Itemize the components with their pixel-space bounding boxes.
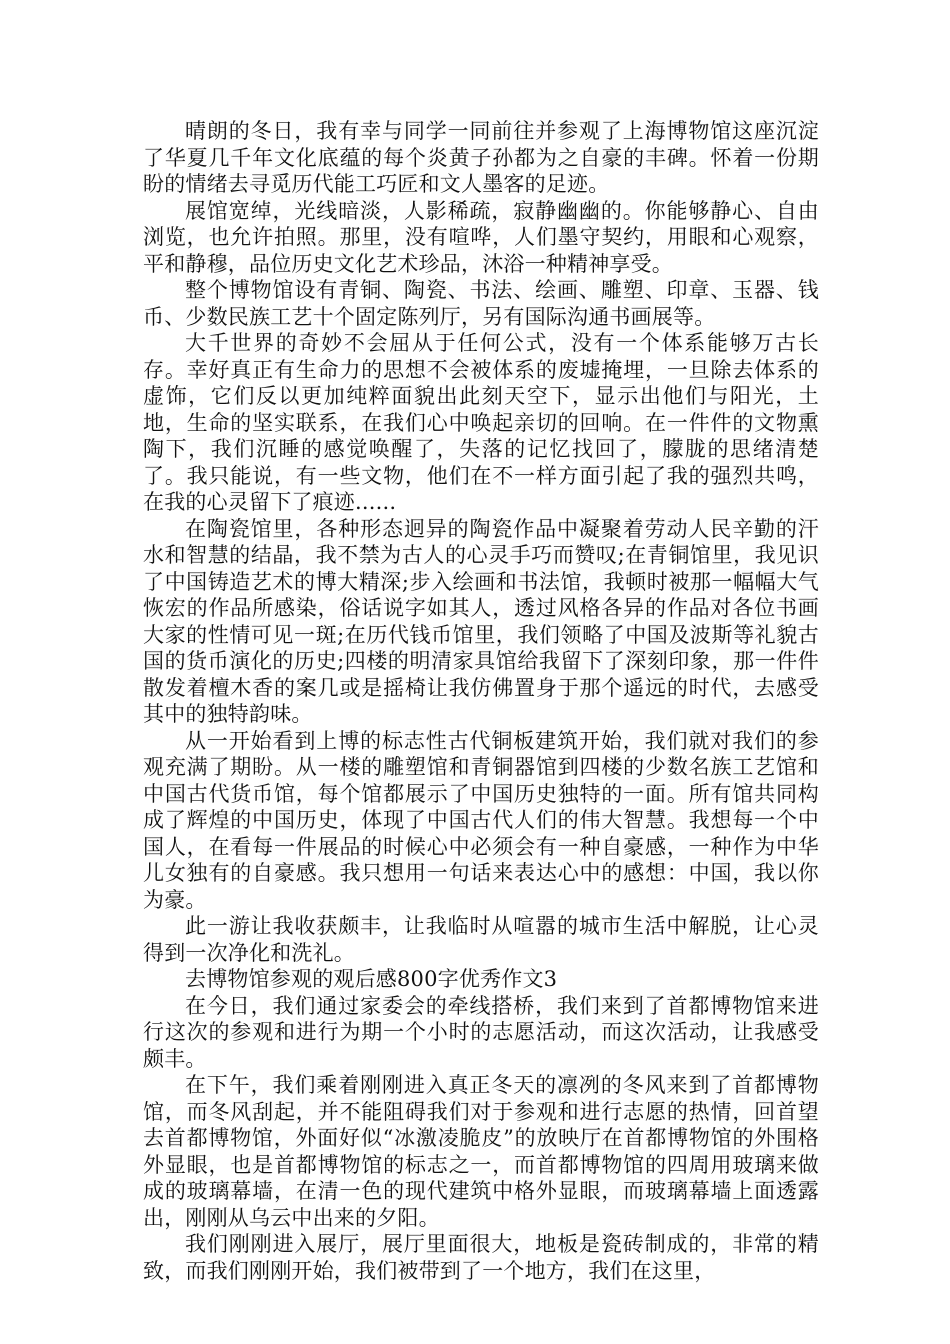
paragraph: 大千世界的奇妙不会屈从于任何公式，没有一个体系能够万古长存。幸好真正有生命力的思想不会被体系的废墟掩埋，一旦除去体系的虚饰，它们反以更加纯粹面貌出此刻天空下，显示出他们与阳光，土地，生命的坚实联系，在我们心中唤起亲切的回响。在一件件的文物熏陶下，我们沉睡的感觉唤醒了，失落的记忆找回了，朦胧的思绪清楚了。我只能说，有一些文物，他们在不一样方面引起了我的强烈共鸣，在我的心灵留下了痕迹...... — [143, 331, 819, 514]
paragraph: 晴朗的冬日，我有幸与同学一同前往并参观了上海博物馆这座沉淀了华夏几千年文化底蕴的每个炎黄子孙都为之自豪的丰碑。怀着一份期盼的情绪去寻觅历代能工巧匠和文人墨客的足迹。 — [143, 119, 819, 196]
paragraph: 展馆宽绰，光线暗淡，人影稀疏，寂静幽幽的。你能够静心、自由浏览，也允许拍照。那里，没有喧哗，人们墨守契约，用眼和心观察，平和静穆，品位历史文化艺术珍品，沐浴一种精神享受。 — [143, 198, 819, 276]
document-body — [143, 118, 819, 1284]
paragraph: 在下午，我们乘着刚刚进入真正冬天的凛冽的冬风来到了首都博物馆，而冬风刮起，并不能阻碍我们对于参观和进行志愿的热情，回首望去首都博物馆，外面好似“冰激凌脆皮”的放映厅在首都博物馆的外围格外显眼，也是首都博物馆的标志之一，而首都博物馆的四周用玻璃来做成的玻璃幕墙，在清一色的现代建筑中格外显眼，而玻璃幕墙上面透露出，刚刚从乌云中出来的夕阳。 — [143, 1073, 819, 1230]
paragraph: 从一开始看到上博的标志性古代铜板建筑开始，我们就对我们的参观充满了期盼。从一楼的雕塑馆和青铜器馆到四楼的少数名族工艺馆和中国古代货币馆，每个馆都展示了中国历史独特的一面。所有馆共同构成了辉煌的中国历史，体现了中国古代人们的伟大智慧。我想每一个中国人，在看每一件展品的时候心中必须会有一种自豪感，一种作为中华儿女独有的自豪感。我只想用一句话来表达心中的感想：中国，我以你为豪。 — [143, 728, 819, 912]
paragraph: 在陶瓷馆里，各种形态迥异的陶瓷作品中凝聚着劳动人民辛勤的汗水和智慧的结晶，我不禁为古人的心灵手巧而赞叹;在青铜馆里，我见识了中国铸造艺术的博大精深;步入绘画和书法馆，我顿时被那一幅幅大气恢宏的作品所感染，俗话说字如其人，透过风格各异的作品对各位书画大家的性情可见一斑;在历代钱币馆里，我们领略了中国及波斯等礼貌古国的货币演化的历史;四楼的明清家具馆给我留下了深刻印象，那一件件散发着檀木香的案几或是摇椅让我仿佛置身于那个遥远的时代，去感受其中的独特韵味。 — [143, 516, 819, 726]
paragraph: 我们刚刚进入展厅，展厅里面很大，地板是瓷砖制成的，非常的精致，而我们刚刚开始，我们被带到了一个地方，我们在这里， — [143, 1232, 819, 1283]
section-heading: 去博物馆参观的观后感800字优秀作文3 — [185, 967, 558, 991]
paragraph: 此一游让我收获颇丰，让我临时从喧嚣的城市生活中解脱，让心灵得到一次净化和洗礼。 — [143, 914, 819, 965]
paragraph: 在今日，我们通过家委会的牵线搭桥，我们来到了首都博物馆来进行这次的参观和进行为期一个小时的志愿活动，而这次活动，让我感受颇丰。 — [143, 993, 819, 1071]
paragraph: 整个博物馆设有青铜、陶瓷、书法、绘画、雕塑、印章、玉器、钱币、少数民族工艺十个固定陈列厅，另有国际沟通书画展等。 — [143, 278, 819, 329]
